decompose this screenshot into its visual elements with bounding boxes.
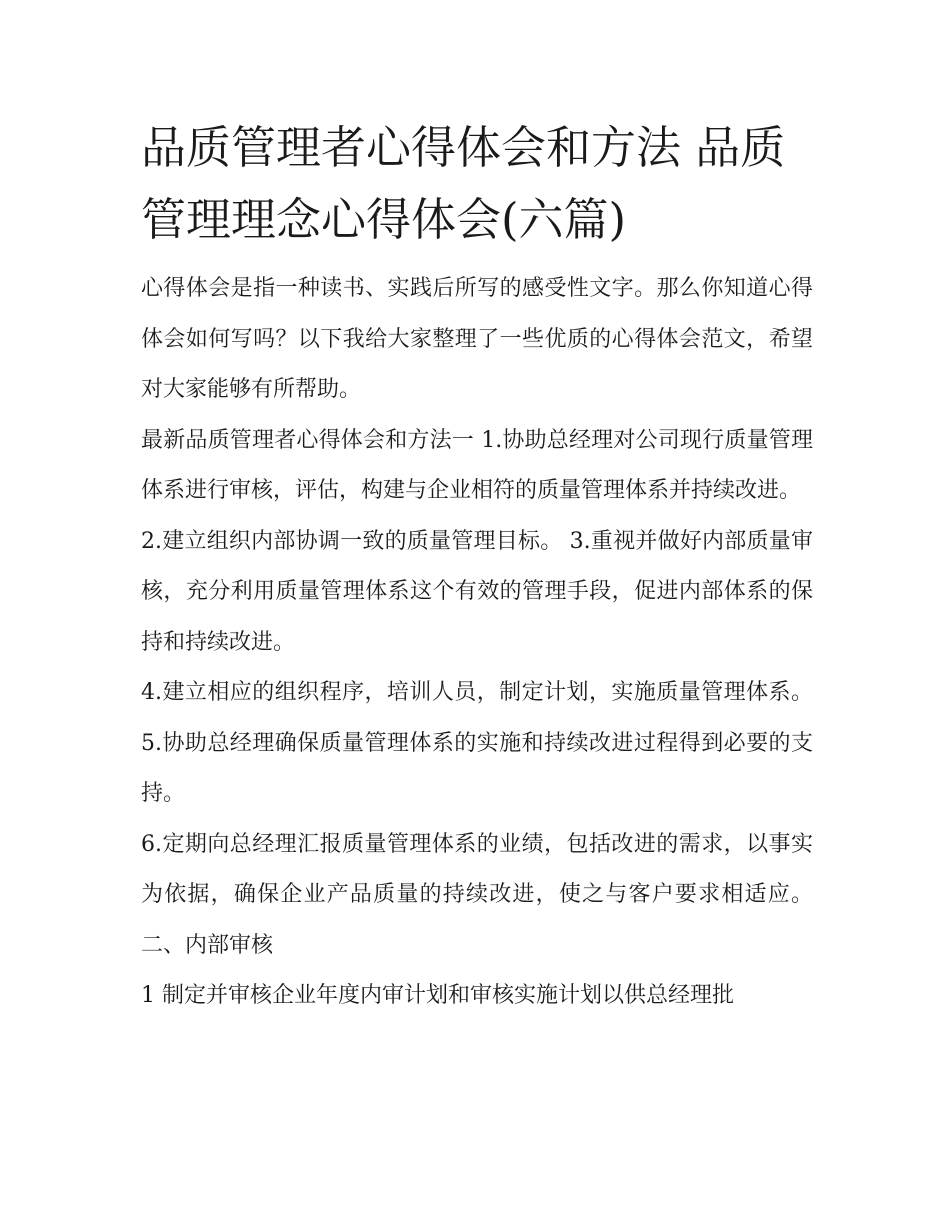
paragraph-method-2-3: 2.建立组织内部协调一致的质量管理目标。 3.重视并做好内部质量审核，充分利用质量管理体系这个有效的管理手段，促进内部体系的保持和持续改进。 [141, 528, 813, 655]
paragraph-method-4-5: 4.建立相应的组织程序，培训人员，制定计划，实施质量管理体系。 5.协助总经理确保质量管理体系的实施和持续改进过程得到必要的支持。 [141, 680, 813, 806]
paragraph-intro: 心得体会是指一种读书、实践后所写的感受性文字。那么你知道心得体会如何写吗？以下我给大家整理了一些优质的心得体会范文，希望对大家能够有所帮助。 [141, 276, 813, 402]
paragraph-internal-audit: 1 制定并审核企业年度内审计划和审核实施计划以供总经理批 [141, 983, 734, 1008]
document-title: 品质管理者心得体会和方法 品质管理理念心得体会(六篇) [141, 121, 786, 246]
paragraph-method-6: 6.定期向总经理汇报质量管理体系的业绩，包括改进的需求，以事实为依据，确保企业产品质量的持续改进，使之与客户要求相适应。 二、内部审核 [141, 831, 813, 958]
paragraph-method-1: 最新品质管理者心得体会和方法一 1.协助总经理对公司现行质量管理体系进行审核，评估，构建与企业相符的质量管理体系并持续改进。 [141, 427, 813, 503]
document-page [141, 112, 813, 1022]
